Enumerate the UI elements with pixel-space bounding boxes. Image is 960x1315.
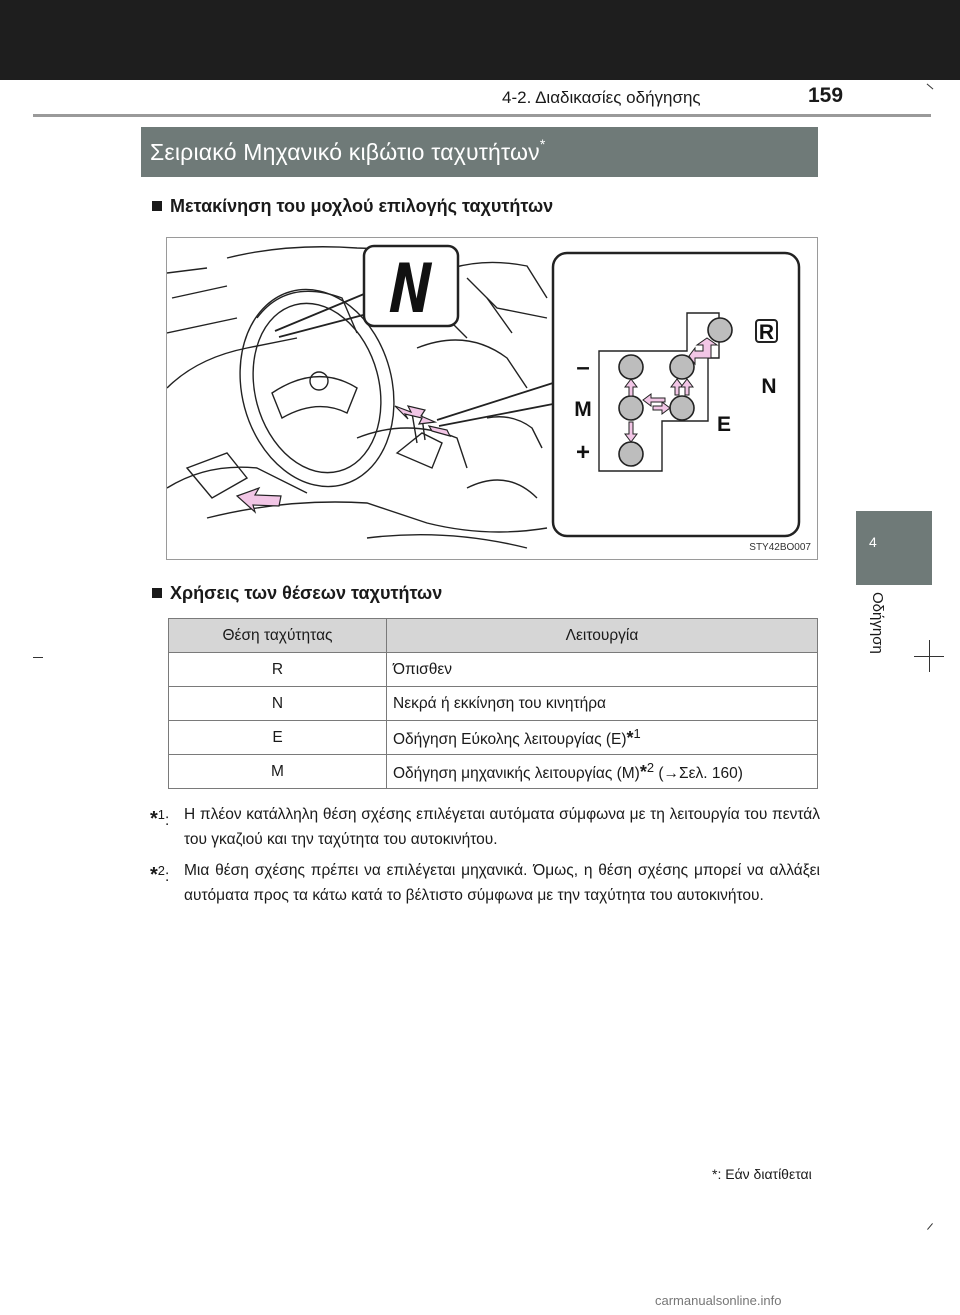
table-row: [169, 687, 818, 721]
figure-code: STY42BO007: [749, 542, 811, 553]
table-row: [169, 653, 818, 687]
square-bullet-icon: [152, 588, 162, 598]
gate-label-e: E: [716, 413, 732, 436]
subheading-shift-lever: Μετακίνηση του μοχλού επιλογής ταχυτήτων: [152, 196, 553, 217]
square-bullet-icon: [152, 201, 162, 211]
crop-mark: [927, 1223, 933, 1230]
note-1: [150, 802, 820, 852]
table-cell-position: N: [169, 687, 387, 721]
availability-marker: *: [539, 136, 546, 152]
watermark-text: carmanualsonline.info: [655, 1293, 782, 1308]
page-number: 159: [808, 84, 844, 107]
note-text: Η πλέον κατάλληλη θέση σχέσης επιλέγεται αυτόματα σύμφωνα με τη λειτουργία του πεντάλ του γκαζιού και την ταχύτητα του αυτοκινήτου.: [184, 806, 820, 848]
table-header-position: Θέση ταχύτητας: [169, 619, 387, 653]
top-bar: [0, 0, 960, 80]
table-cell-function: Οδήγηση μηχανικής λειτουργίας (M)*$^2$ (→Σελ. 160): [387, 755, 818, 789]
subheading-gear-uses: Χρήσεις των θέσεων ταχυτήτων: [152, 583, 442, 604]
gate-label-n: N: [761, 375, 777, 398]
chapter-number: 4: [869, 534, 877, 550]
shift-lever-illustration: [167, 238, 818, 560]
section-title-bar: [141, 127, 818, 177]
table-notes: [150, 802, 820, 914]
table-cell-position: R: [169, 653, 387, 687]
table-cell-position: E: [169, 721, 387, 755]
table-row: [169, 721, 818, 755]
gate-label-minus: –: [576, 354, 590, 381]
header-divider: [33, 114, 931, 117]
shift-lever-figure: [166, 237, 818, 560]
table-header-function: Λειτουργία: [387, 619, 818, 653]
chapter-label: Οδήγηση: [869, 592, 886, 654]
gate-label-r: R: [758, 321, 775, 344]
note-2: [150, 858, 820, 908]
crop-mark: [33, 657, 43, 658]
availability-footnote: *: Εάν διατίθεται: [712, 1166, 812, 1182]
note-text: Μια θέση σχέσης πρέπει να επιλέγεται μηχανικά. Όμως, η θέση σχέσης μπορεί να αλλάξει αυτόματα προς τα κάτω κατά το βέλτιστο σύμφωνα με την ταχύτητα του αυτοκινήτου.: [184, 862, 820, 904]
note-marker: *$^2$:: [150, 863, 170, 887]
section-reference: 4-2. Διαδικασίες οδήγησης: [502, 88, 701, 107]
table-cell-function: Οδήγηση Εύκολης λειτουργίας (E)*$^1$: [387, 721, 818, 755]
page-header: [0, 80, 960, 110]
gate-label-plus: +: [575, 439, 591, 466]
page-reference-link[interactable]: (→Σελ. 160): [654, 765, 743, 783]
display-gear-letter: N: [390, 250, 432, 329]
table-cell-function: Όπισθεν: [387, 653, 818, 687]
gate-label-m: M: [574, 398, 592, 421]
table-cell-position: M: [169, 755, 387, 789]
section-title: Σειριακό Μηχανικό κιβώτιο ταχυτήτων*: [150, 136, 546, 165]
table-row: [169, 755, 818, 789]
table-header-row: [169, 619, 818, 653]
table-cell-function: Νεκρά ή εκκίνηση του κινητήρα: [387, 687, 818, 721]
chapter-tab: [856, 511, 932, 585]
crop-mark: [914, 656, 944, 657]
note-marker: *$^1$:: [150, 807, 170, 831]
gear-positions-table: [168, 618, 818, 789]
